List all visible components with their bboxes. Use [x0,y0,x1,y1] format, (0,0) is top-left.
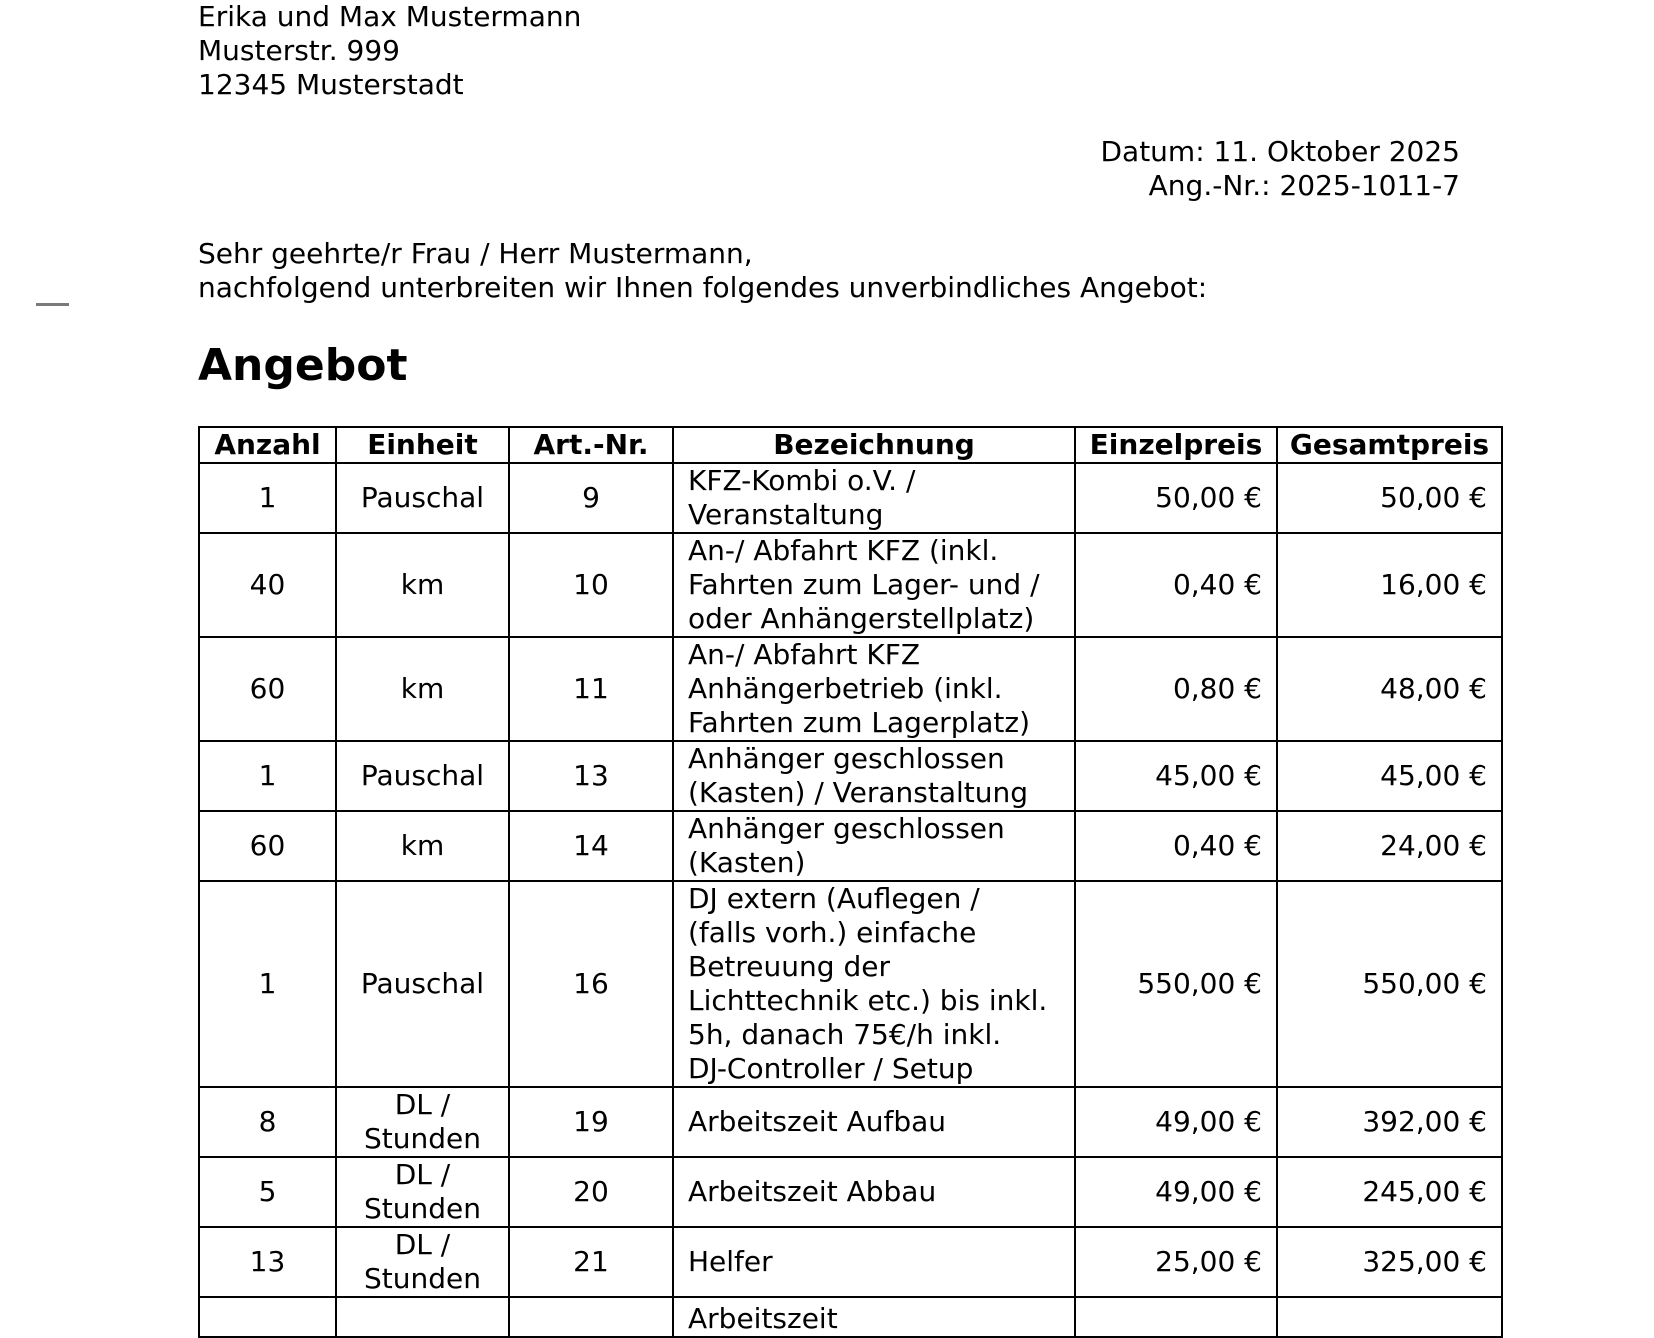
cell-einheit [336,1157,509,1227]
cell-art-nr: 13 [509,741,673,811]
cell-bezeichnung-line: Anhänger geschlossen [688,742,1005,775]
table-row [199,881,1502,1087]
cell-art-nr: 9 [509,463,673,533]
cell-bezeichnung-line: Anhängerbetrieb (inkl. [688,672,1003,705]
cell-einzelpreis: 45,00 € [1075,741,1277,811]
header-einheit: Einheit [336,427,509,463]
cell-einheit-line: Stunden [364,1122,481,1155]
cell-bezeichnung [673,1087,1075,1157]
cell-einzelpreis: 50,00 € [1075,463,1277,533]
cell-gesamtpreis: 550,00 € [1277,881,1502,1087]
cell-einzelpreis: 550,00 € [1075,881,1277,1087]
salutation: Sehr geehrte/r Frau / Herr Mustermann, [198,237,753,270]
page-title: Angebot [198,340,408,391]
offer-meta [1100,135,1460,203]
cell-bezeichnung [673,811,1075,881]
cell-gesamtpreis: 48,00 € [1277,637,1502,741]
cell-einheit [336,637,509,741]
cell-einzelpreis: 25,00 € [1075,1227,1277,1297]
cell-bezeichnung-line: Helfer [688,1245,773,1278]
cell-einheit-line: DL / [394,1088,451,1121]
cell-gesamtpreis: 50,00 € [1277,463,1502,533]
cell-art-nr: 19 [509,1087,673,1157]
table-row [199,637,1502,741]
cell-art-nr [509,1297,673,1337]
cell-bezeichnung-line: Veranstaltung [688,498,884,531]
cell-bezeichnung [673,1297,1075,1337]
cell-bezeichnung-line: An-/ Abfahrt KFZ (inkl. [688,534,999,567]
cell-einzelpreis: 0,80 € [1075,637,1277,741]
cell-art-nr: 11 [509,637,673,741]
cell-gesamtpreis: 325,00 € [1277,1227,1502,1297]
cell-einheit-line: km [400,829,445,862]
cell-bezeichnung-line: An-/ Abfahrt KFZ [688,638,921,671]
cell-bezeichnung [673,463,1075,533]
cell-einheit-line: Stunden [364,1192,481,1225]
offer-number: Ang.-Nr.: 2025-1011-7 [1148,169,1460,202]
cell-anzahl: 1 [199,463,336,533]
cell-gesamtpreis [1277,1297,1502,1337]
table-row [199,1157,1502,1227]
cell-bezeichnung-line: DJ extern (Auflegen / [688,882,980,915]
cell-bezeichnung-line: DJ-Controller / Setup [688,1052,974,1085]
cell-art-nr: 20 [509,1157,673,1227]
recipient-city: 12345 Musterstadt [198,68,464,101]
cell-einheit-line: DL / [394,1228,451,1261]
cell-gesamtpreis: 392,00 € [1277,1087,1502,1157]
cell-einheit [336,811,509,881]
cell-anzahl: 60 [199,637,336,741]
header-bezeichnung: Bezeichnung [673,427,1075,463]
cell-anzahl: 5 [199,1157,336,1227]
cell-einheit [336,1087,509,1157]
cell-einzelpreis: 49,00 € [1075,1157,1277,1227]
intro-text [198,237,1207,305]
cell-einzelpreis: 0,40 € [1075,811,1277,881]
cell-bezeichnung [673,881,1075,1087]
cell-bezeichnung-line: oder Anhängerstellplatz) [688,602,1035,635]
cell-einheit-line: km [400,672,445,705]
cell-einzelpreis: 49,00 € [1075,1087,1277,1157]
cell-bezeichnung [673,741,1075,811]
cell-bezeichnung-line: Arbeitszeit Abbau [688,1175,937,1208]
table-row [199,811,1502,881]
cell-einheit [336,463,509,533]
cell-gesamtpreis: 24,00 € [1277,811,1502,881]
offer-date: Datum: 11. Oktober 2025 [1100,135,1460,168]
cell-art-nr: 14 [509,811,673,881]
cell-einheit-line: DL / [394,1158,451,1191]
offer-table [198,426,1503,1338]
cell-bezeichnung [673,637,1075,741]
header-art-nr: Art.-Nr. [509,427,673,463]
cell-einheit [336,1297,509,1337]
cell-einheit-line: Pauschal [360,481,485,514]
cell-bezeichnung-line: Arbeitszeit [688,1302,838,1335]
cell-art-nr: 16 [509,881,673,1087]
cell-anzahl: 1 [199,741,336,811]
cell-anzahl: 8 [199,1087,336,1157]
cell-einheit-line: Pauschal [360,967,485,1000]
cell-bezeichnung-line: (Kasten) / Veranstaltung [688,776,1029,809]
table-row [199,741,1502,811]
cell-anzahl [199,1297,336,1337]
table-body [199,463,1502,1337]
cell-gesamtpreis: 45,00 € [1277,741,1502,811]
header-einzelpreis: Einzelpreis [1075,427,1277,463]
cell-gesamtpreis: 245,00 € [1277,1157,1502,1227]
cell-gesamtpreis: 16,00 € [1277,533,1502,637]
recipient-name: Erika und Max Mustermann [198,0,582,33]
table-row [199,463,1502,533]
cell-einzelpreis [1075,1297,1277,1337]
cell-art-nr: 10 [509,533,673,637]
cell-bezeichnung-line: Fahrten zum Lager- und / [688,568,1040,601]
cell-einheit [336,881,509,1087]
cell-einzelpreis: 0,40 € [1075,533,1277,637]
cell-bezeichnung-line: 5h, danach 75€/h inkl. [688,1018,1002,1051]
cell-einheit-line: Pauschal [360,759,485,792]
cell-einheit [336,1227,509,1297]
cell-bezeichnung-line: Fahrten zum Lagerplatz) [688,706,1031,739]
cell-bezeichnung-line: Lichttechnik etc.) bis inkl. [688,984,1048,1017]
cell-einheit-line: km [400,568,445,601]
cell-anzahl: 40 [199,533,336,637]
table-row [199,1087,1502,1157]
cell-bezeichnung-line: Betreuung der [688,950,890,983]
cell-bezeichnung [673,1227,1075,1297]
cell-einheit-line: Stunden [364,1262,481,1295]
cell-bezeichnung [673,533,1075,637]
recipient-address [198,0,581,102]
cell-bezeichnung [673,1157,1075,1227]
cell-anzahl: 60 [199,811,336,881]
cell-anzahl: 1 [199,881,336,1087]
table-row [199,533,1502,637]
table-row [199,1297,1502,1337]
table-row [199,1227,1502,1297]
cell-einheit [336,741,509,811]
cell-anzahl: 13 [199,1227,336,1297]
cell-bezeichnung-line: (Kasten) [688,846,806,879]
cell-art-nr: 21 [509,1227,673,1297]
cell-einheit [336,533,509,637]
cell-bezeichnung-line: Anhänger geschlossen [688,812,1005,845]
header-gesamtpreis: Gesamtpreis [1277,427,1502,463]
recipient-street: Musterstr. 999 [198,34,400,67]
table-header-row [199,427,1502,463]
cell-bezeichnung-line: KFZ-Kombi o.V. / [688,464,916,497]
header-anzahl: Anzahl [199,427,336,463]
fold-mark [36,303,69,306]
intro-sentence: nachfolgend unterbreiten wir Ihnen folgendes unverbindliches Angebot: [198,271,1208,304]
cell-bezeichnung-line: (falls vorh.) einfache [688,916,977,949]
cell-bezeichnung-line: Arbeitszeit Aufbau [688,1105,947,1138]
